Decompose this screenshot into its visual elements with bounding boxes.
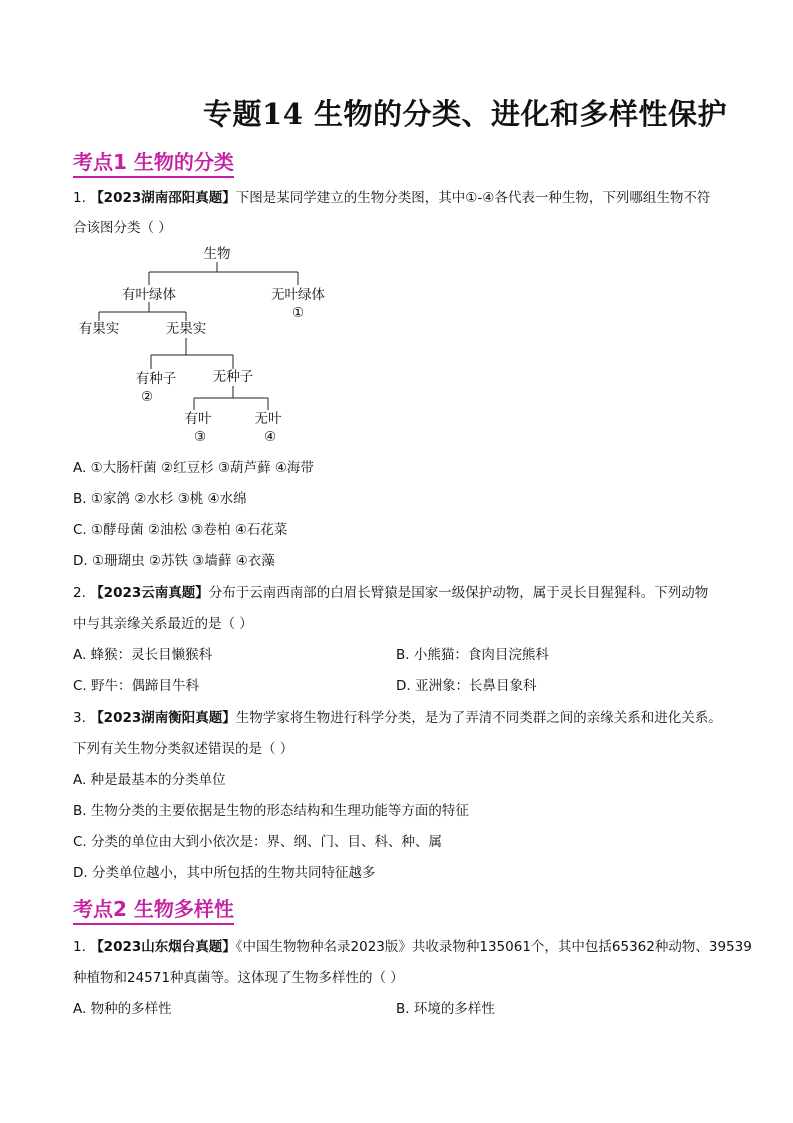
question-4-line-1 [73,935,752,955]
question-2-line-2: 中与其亲缘关系最近的是（ ） [73,616,253,632]
option-d[interactable]: D. 分类单位越小，其中所包括的生物共同特征越多 [73,865,376,881]
option-c[interactable]: C. ①酵母菌 ②油松 ③卷柏 ④石花菜 [73,522,288,538]
tree-node-no-fruit: 无果实 [165,321,207,337]
tree-marker-4: ④ [263,429,277,445]
tree-marker-2: ② [140,389,154,405]
option-a[interactable]: A. 蜂猴：灵长目懒猴科 [73,647,213,663]
option-c[interactable]: C. 分类的单位由大到小依次是：界、纲、门、目、科、种、属 [73,834,443,850]
option-b[interactable]: B. 环境的多样性 [396,1001,495,1017]
question-text: 分布于云南西南部的白眉长臂猿是国家一级保护动物，属于灵长目猩猩科。下列动物 [208,585,709,601]
tree-marker-1: ① [291,305,305,321]
question-number: 3. [73,710,86,726]
option-c[interactable]: C. 野牛：偶蹄目牛科 [73,678,200,694]
question-3-line-2: 下列有关生物分类叙述错误的是（ ） [73,741,294,757]
question-number: 2. [73,585,86,601]
question-source: 【2023湖南衡阳真题】 [90,710,236,726]
tree-node-no-leaf: 无叶 [254,411,282,427]
section-heading-classification: 考点1 生物的分类 [73,146,234,178]
option-d[interactable]: D. 亚洲象：长鼻目象科 [396,678,537,694]
question-4-line-2: 种植物和24571种真菌等。这体现了生物多样性的（ ） [73,970,404,986]
option-d[interactable]: D. ①珊瑚虫 ②苏铁 ③墙藓 ④衣藻 [73,553,275,569]
question-1-line-1 [73,186,710,206]
question-1-line-2: 合该图分类（ ） [73,220,172,236]
tree-node-no-leafy-green: 无叶绿体 [271,287,325,303]
tree-node-leaf: 有叶 [184,411,212,427]
page-title: 专题14 生物的分类、进化和多样性保护 [203,97,727,131]
question-2-line-1 [73,581,708,601]
question-3-line-1 [73,706,722,726]
option-a[interactable]: A. 物种的多样性 [73,1001,172,1017]
question-source: 【2023湖南邵阳真题】 [90,190,236,206]
tree-node-leafy-green: 有叶绿体 [122,287,176,303]
tree-marker-3: ③ [193,429,207,445]
question-number: 1. [73,190,86,206]
section-heading-biodiversity: 考点2 生物多样性 [73,893,234,925]
tree-node-seed: 有种子 [135,371,177,387]
tree-node-no-seed: 无种子 [212,369,254,385]
question-text: 下图是某同学建立的生物分类图，其中①-④各代表一种生物，下列哪组生物不符 [235,190,711,206]
question-source: 【2023云南真题】 [90,585,209,601]
question-number: 1. [73,939,86,955]
question-text: 生物学家将生物进行科学分类，是为了弄清不同类群之间的亲缘关系和进化关系。 [235,710,722,726]
option-b[interactable]: B. ①家鸽 ②水杉 ③桃 ④水绵 [73,491,247,507]
option-a[interactable]: A. ①大肠杆菌 ②红豆杉 ③葫芦藓 ④海带 [73,460,314,476]
option-b[interactable]: B. 生物分类的主要依据是生物的形态结构和生理功能等方面的特征 [73,803,469,819]
classification-tree-diagram [0,238,793,453]
tree-node-fruit: 有果实 [78,321,120,337]
question-source: 【2023山东烟台真题】 [90,939,236,955]
option-b[interactable]: B. 小熊猫：食肉目浣熊科 [396,647,549,663]
question-text: 《中国生物物种名录2023版》共收录物种135061个，其中包括65362种动物、39539 [235,939,752,955]
option-a[interactable]: A. 种是最基本的分类单位 [73,772,226,788]
tree-root: 生物 [203,246,231,262]
